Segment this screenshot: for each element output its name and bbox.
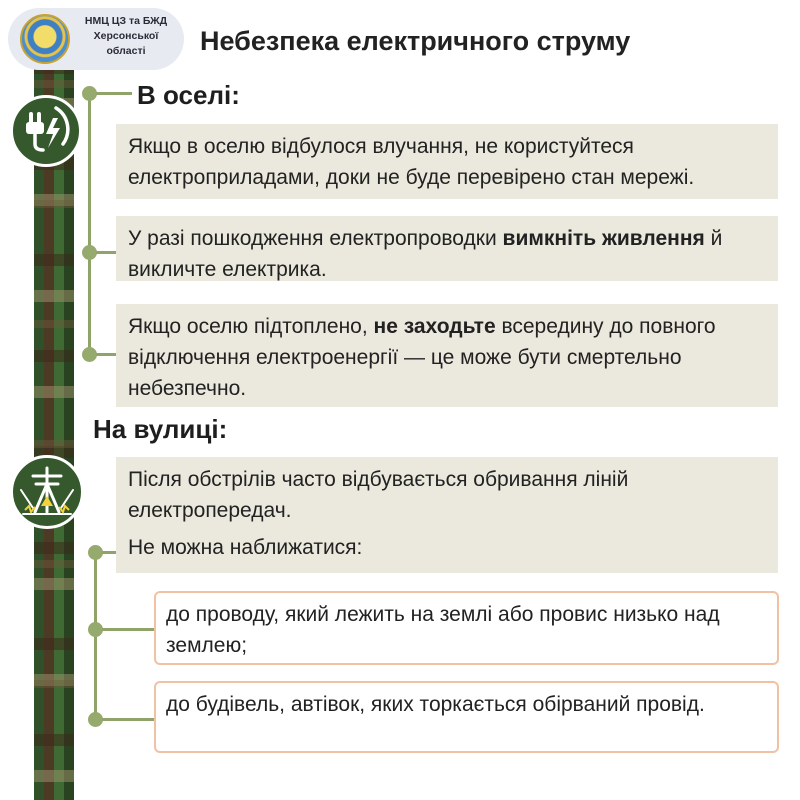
home-item-3-text-end: всередину до повного відключення електроенергії — це може бути смертельно небезпечно.	[128, 315, 716, 400]
home-item-2	[116, 216, 778, 281]
home-heading: В оселі:	[137, 80, 240, 110]
org-name-line3: області	[106, 45, 146, 57]
home-item-1	[116, 124, 778, 199]
street-item-1	[154, 591, 779, 665]
street-item1-dot	[88, 622, 103, 637]
org-name-line2: Херсонської	[93, 30, 159, 42]
street-intro-box	[116, 457, 778, 573]
home-item2-dot	[82, 245, 97, 260]
street-heading: На вулиці:	[93, 414, 228, 444]
home-heading-dot	[82, 86, 97, 101]
street-warning-text: Не можна наближатися:	[128, 536, 363, 559]
home-item3-dot	[82, 347, 97, 362]
street-item1-connector	[102, 628, 154, 631]
plug-lightning-icon	[10, 95, 82, 167]
home-item3-connector	[96, 353, 116, 356]
home-item-1-text: Якщо в оселю відбулося влучання, не користуйтеся електроприладами, доки не буде перевірено стан мережі.	[128, 135, 695, 189]
home-item-3-bold: не заходьте	[373, 315, 496, 338]
street-item2-connector	[102, 718, 154, 721]
street-intro-text: Після обстрілів часто відбувається обривання ліній електропередач.	[128, 468, 629, 522]
street-item2-dot	[88, 712, 103, 727]
home-connector-line	[88, 93, 91, 355]
street-item-2-text: до будівель, автівок, яких торкається обірваний провід.	[166, 693, 705, 716]
home-item-2-bold: вимкніть живлення	[502, 227, 705, 250]
power-pole-icon	[10, 455, 84, 529]
street-item-2	[154, 681, 779, 753]
emblem-logo-icon	[20, 14, 70, 64]
home-item-2-text-end: й викличте електрика.	[128, 227, 723, 281]
home-item-3-text: Якщо оселю підтоплено,	[128, 315, 374, 338]
home-item-2-text: У разі пошкодження електропроводки	[128, 227, 503, 250]
street-warning-dot	[88, 545, 103, 560]
home-item-3	[116, 304, 778, 407]
street-item-1-text: до проводу, який лежить на землі або провис низько над землею;	[166, 603, 720, 657]
street-warning-connector	[102, 551, 116, 554]
home-item2-connector	[96, 251, 116, 254]
org-name-line1: НМЦ ЦЗ та БЖД	[84, 15, 168, 27]
home-heading-connector	[96, 92, 132, 95]
page-title: Небезпека електричного струму	[200, 26, 631, 56]
org-name	[72, 14, 180, 59]
